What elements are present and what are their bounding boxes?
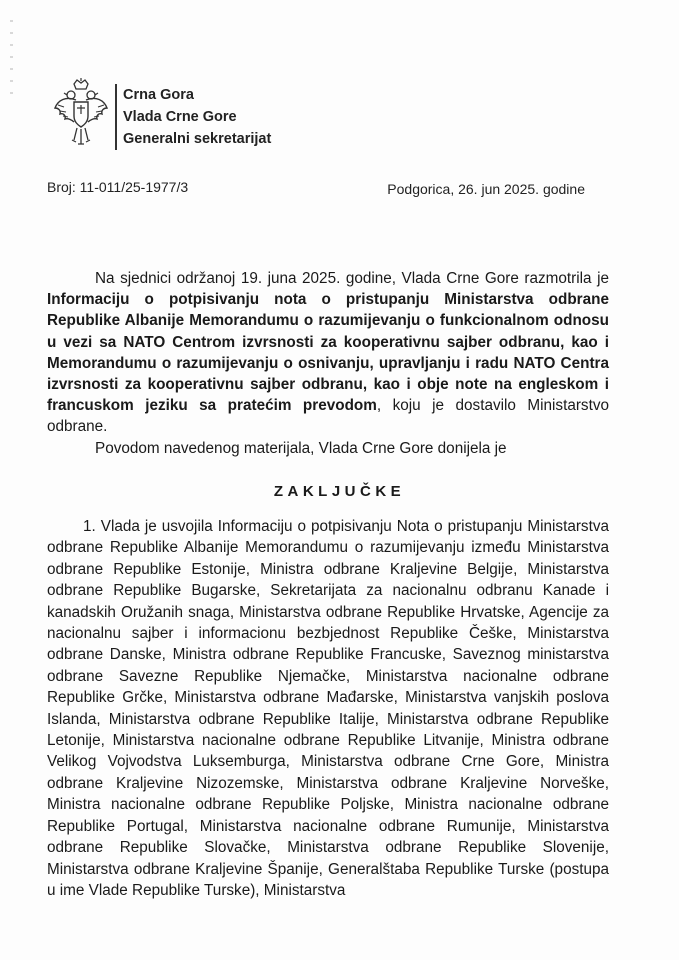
header-divider <box>115 84 117 150</box>
document-date: Podgorica, 26. jun 2025. godine <box>387 181 585 197</box>
intro-section <box>47 268 609 459</box>
header-secretariat: Generalni sekretarijat <box>123 131 272 147</box>
header-government: Vlada Crne Gore <box>123 109 237 125</box>
conclusion-item-1: 1. Vlada je usvojila Informaciju o potpisivanju Nota o pristupanju Ministarstva odbrane Republike Albanije Memorandumu o razumijevanju između Ministarstva odbrane Republike Estonije, Ministra odbrane Kraljevine Belgije, Ministarstva odbrane Republike Bugarske, Sekretarijata za nacionalnu odbranu Kanade i kanadskih Oružanih snaga, Ministarstva odbrane Republike Hrvatske, Agencije za nacionalnu sajber i informacionu bezbjednost Republike Češke, Ministarstva odbrane Danske, Ministra odbrane Republike Francuske, Saveznog ministarstva odbrane Savezne Republike Njemačke, Ministarstva nacionalne odbrane Republike Grčke, Ministarstva odbrane Mađarske, Ministarstva vanjskih poslova Islanda, Ministarstva odbrane Republike Italije, Ministarstva odbrane Republike Letonije, Ministarstva nacionalne odbrane Republike Litvanije, Ministra odbrane Velikog Vojvodstva Luksemburga, Ministarstva odbrane Crne Gore, Ministra odbrane Kraljevine Nizozemske, Ministarstva odbrane Kraljevine Norveške, Ministra nacionalne odbrane Republike Poljske, Ministra nacionalne odbrane Republike Portugal, Ministarstva nacionalne odbrane Rumunije, Ministarstva odbrane Republike Slovačke, Ministarstva odbrane Republike Slovenije, Ministarstva odbrane Kraljevine Španije, Generalštaba Republike Turske (postupa u ime Vlade Republike Turske), Ministarstva <box>47 518 609 899</box>
scan-edge-marks <box>10 20 13 100</box>
intro-text-end: , koju je dostavilo Ministarstvo odbrane. <box>47 397 609 436</box>
intro-paragraph <box>47 268 609 438</box>
issuer-header <box>123 84 271 150</box>
intro-document-title: Informaciju o potpisivanju nota o pristupanju Ministarstva odbrane Republike Albanije Memorandumu o razumijevanju o funkcionalnom odnosu u vezi sa NATO Centrom izvrsnosti za kooperativnu sajber odbranu, kao i Memorandumu o razumijevanju o osnivanju, upravljanju i radu NATO Centra izvrsnosti za kooperativnu sajber odbranu, kao i obje note na engleskom i francuskom jeziku sa pratećim prevodom <box>47 291 609 415</box>
header-country: Crna Gora <box>123 87 194 103</box>
reference-number: Broj: 11-011/25-1977/3 <box>47 179 189 195</box>
conclusions-heading: ZAKLJUČKE <box>273 483 406 500</box>
coat-of-arms-icon <box>52 78 110 148</box>
conclusion-intro: Povodom navedenog materijala, Vlada Crne Gore donijela je <box>95 439 507 457</box>
intro-text-start: Na sjednici održanoj 19. juna 2025. godine, Vlada Crne Gore razmotrila je <box>95 270 609 287</box>
